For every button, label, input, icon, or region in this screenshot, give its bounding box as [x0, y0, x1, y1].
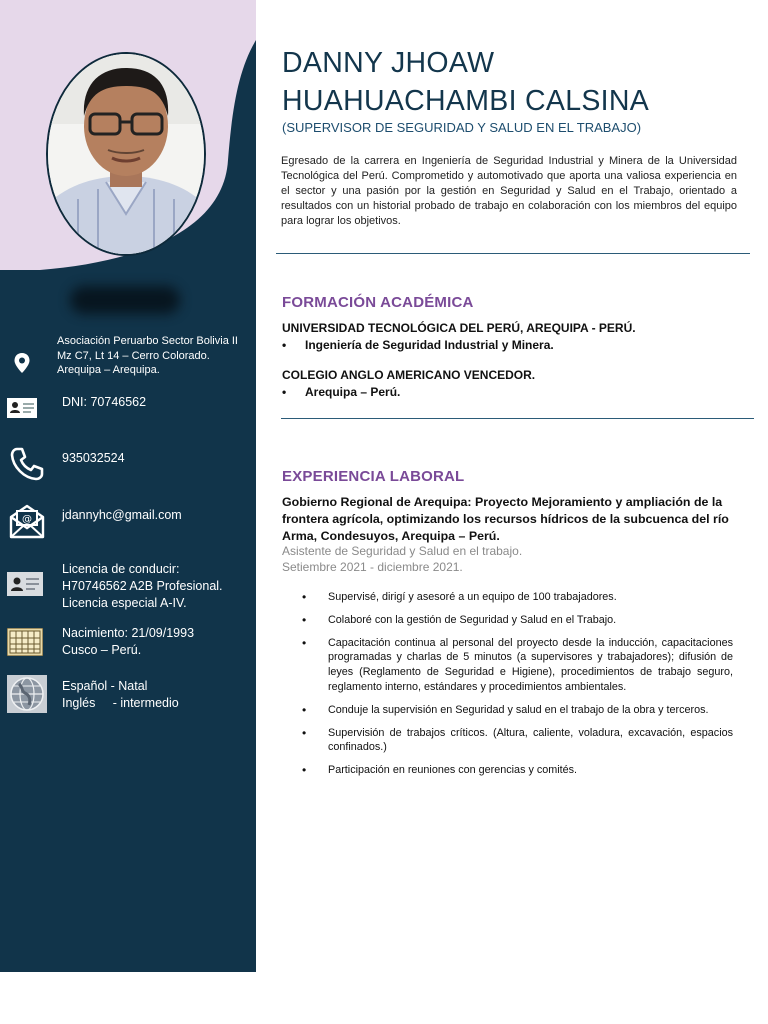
- svg-text:@: @: [22, 514, 32, 525]
- duty-item: • Conduje la supervisión en Seguridad y salud en el trabajo de la obra y terceros.: [302, 703, 733, 718]
- address: [57, 334, 238, 378]
- sidebar: [0, 0, 256, 972]
- duty-item: • Colaboré con la gestión de Seguridad y Salud en el Trabajo.: [302, 613, 733, 628]
- education-school: UNIVERSIDAD TECNOLÓGICA DEL PERÚ, AREQUIPA - PERÚ.: [282, 321, 636, 335]
- blurred-element: [70, 286, 180, 314]
- profile-summary: Egresado de la carrera en Ingeniería de Seguridad Industrial y Minera de la Universidad Tecnológica del Perú. Comprometido y automotivado que aporta una valiosa experiencia en el sector y una pasión por la gestión en Seguridad y Salud en el Trabajo, orientado a resultados con un historial probado de trabajo en colaboración con los miembros del equipo para lograr los objetivos.: [281, 155, 737, 227]
- license-line: Licencia especial A-IV.: [62, 596, 187, 610]
- experience-heading: Gobierno Regional de Arequipa: Proyecto Mejoramiento y ampliación de la frontera agrícola, optimizando los recursos hídricos de la subcuenca del río Arma, Condesuyos, Arequipa – Perú.: [282, 495, 729, 543]
- duty-item: • Capacitación continua al personal del proyecto desde la inducción, capacitaciones programadas y charlas de 5 minutos (a supervisores y trabajadores); difusión de leyes (Reglamento de Seguridad e Higiene), procedimientos de trabajo seguro, reglamento interno, estándares y procedimientos ambientales.: [302, 636, 733, 695]
- experience-title: EXPERIENCIA LABORAL: [282, 468, 465, 485]
- address-line: Mz C7, Lt 14 – Cerro Colorado.: [57, 349, 210, 362]
- phone-icon: [10, 447, 44, 481]
- address-line: Arequipa – Arequipa.: [57, 364, 160, 376]
- location-pin-icon: [13, 352, 31, 374]
- birth-place: Cusco – Perú.: [62, 643, 142, 657]
- duty-item: • Supervisé, dirigí y asesoré a un equipo de 100 trabajadores.: [302, 590, 733, 605]
- dni-text: DNI: 70746562: [62, 395, 147, 409]
- duty-item: • Participación en reuniones con gerencias y comités.: [302, 763, 733, 778]
- languages: [62, 678, 179, 712]
- education-detail-text: Arequipa – Perú.: [305, 385, 401, 399]
- experience-position: Asistente de Seguridad y Salud en el trabajo.: [282, 544, 523, 558]
- globe-icon: [7, 675, 47, 713]
- name-line: HUAHUACHAMBI CALSINA: [282, 85, 650, 117]
- job-title: (SUPERVISOR DE SEGURIDAD Y SALUD EN EL TRABAJO): [282, 120, 642, 135]
- birth-info: [62, 625, 194, 659]
- address-line: Asociación Peruarbo Sector Bolivia II: [57, 335, 238, 347]
- education-school: COLEGIO ANGLO AMERICANO VENCEDOR.: [282, 368, 536, 382]
- full-name: [282, 44, 649, 120]
- education-title: FORMACIÓN ACADÉMICA: [282, 294, 474, 311]
- education-detail: • Arequipa – Perú.: [282, 385, 401, 399]
- calendar-icon: [7, 628, 43, 656]
- license-line: Licencia de conducir:: [62, 562, 180, 576]
- email-link[interactable]: jdannyhc@gmail.com: [62, 508, 182, 522]
- duty-item: • Supervisión de trabajos críticos. (Altura, caliente, voladura, excavación, espacios confinados.): [302, 726, 733, 756]
- profile-photo: [46, 52, 206, 256]
- name-line: DANNY JHOAW: [282, 47, 495, 79]
- duties-list: [302, 590, 733, 778]
- education-detail: • Ingeniería de Seguridad Industrial y Minera.: [282, 338, 554, 352]
- language-item: Español - Natal: [62, 679, 148, 693]
- id-card-icon: [7, 398, 37, 418]
- experience-period: Setiembre 2021 - diciembre 2021.: [282, 560, 463, 574]
- email-icon: [9, 503, 45, 539]
- education-detail-text: Ingeniería de Seguridad Industrial y Minera.: [305, 338, 554, 352]
- license-info: [62, 561, 223, 612]
- birth-date: Nacimiento: 21/09/1993: [62, 626, 195, 640]
- divider: [281, 418, 754, 419]
- language-item: Inglés - intermedio: [62, 696, 179, 710]
- divider: [276, 253, 750, 254]
- phone-text[interactable]: 935032524: [62, 451, 125, 465]
- license-line: H70746562 A2B Profesional.: [62, 579, 223, 593]
- license-card-icon: [7, 572, 43, 596]
